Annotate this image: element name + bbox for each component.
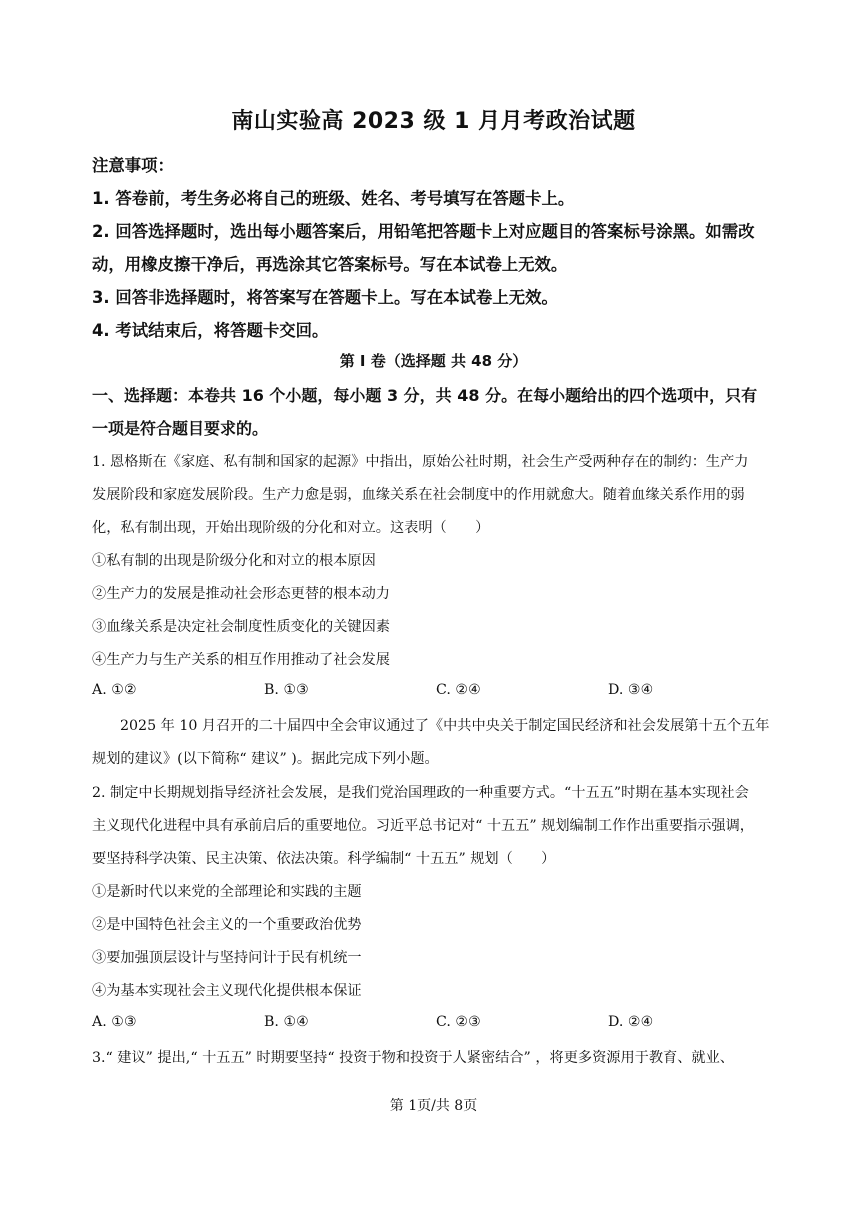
q1-option-a: A. ①②	[92, 682, 137, 698]
q2-option-c: C. ②③	[436, 1014, 481, 1030]
q2-option-b: B. ①④	[264, 1014, 309, 1030]
q2-statement-2: ②是中国特色社会主义的一个重要政治优势	[92, 917, 362, 933]
q2-statement-1: ①是新时代以来党的全部理论和实践的主题	[92, 884, 362, 900]
q2-option-d: D. ②④	[608, 1014, 654, 1030]
q2-statement-3: ③要加强顶层设计与坚持问计于民有机统一	[92, 950, 362, 966]
notice-item-1: 1. 答卷前，考生务必将自己的班级、姓名、考号填写在答题卡上。	[92, 189, 575, 208]
notice-item-3: 3. 回答非选择题时，将答案写在答题卡上。写在本试卷上无效。	[92, 288, 558, 307]
q1-stem-line-3: 化，私有制出现，开始出现阶级的分化和对立。这表明（ ）	[92, 520, 490, 536]
section-instruction-line-1: 一、选择题：本卷共 16 个小题，每小题 3 分，共 48 分。在每小题给出的四个选项中，只有	[92, 386, 758, 405]
page-footer: 第 1页/共 8页	[389, 1098, 478, 1114]
q2-stem-line-1: 2. 制定中长期规划指导经济社会发展，是我们党治国理政的一种重要方式。“十五五”时期在基本实现社会	[92, 785, 749, 801]
q1-option-d: D. ③④	[608, 682, 654, 698]
q1-statement-1: ①私有制的出现是阶级分化和对立的根本原因	[92, 553, 376, 569]
q1-statement-4: ④生产力与生产关系的相互作用推动了社会发展	[92, 652, 390, 668]
q2-stem-line-3: 要坚持科学决策、民主决策、依法决策。科学编制“ 十五五” 规划（ ）	[92, 851, 556, 867]
q1-option-b: B. ①③	[264, 682, 309, 698]
notice-item-2-line-1: 2. 回答选择题时，选出每小题答案后，用铅笔把答题卡上对应题目的答案标号涂黑。如需改	[92, 222, 755, 241]
part-title: 第 I 卷（选择题 共 48 分）	[339, 352, 528, 370]
notice-item-2-line-2: 动，用橡皮擦干净后，再选涂其它答案标号。写在本试卷上无效。	[92, 255, 568, 274]
q1-stem-line-2: 发展阶段和家庭发展阶段。生产力愈是弱，血缘关系在社会制度中的作用就愈大。随着血缘关系作用的弱	[92, 487, 745, 503]
q1-statement-2: ②生产力的发展是推动社会形态更替的根本动力	[92, 586, 390, 602]
material-line-1: 2025 年 10 月召开的二十届四中全会审议通过了《中共中央关于制定国民经济和社会发展第十五个五年	[120, 718, 770, 734]
q1-stem-line-1: 1. 恩格斯在《家庭、私有制和国家的起源》中指出，原始公社时期，社会生产受两种存在的制约：生产力	[92, 454, 749, 470]
material-line-2: 规划的建议》(以下简称“ 建议” )。据此完成下列小题。	[92, 751, 439, 767]
notice-heading: 注意事项：	[92, 156, 174, 175]
q1-option-c: C. ②④	[436, 682, 481, 698]
section-instruction-line-2: 一项是符合题目要求的。	[92, 419, 269, 438]
q3-stem-line-1: 3.“ 建议” 提出,“ 十五五” 时期要坚持“ 投资于物和投资于人紧密结合” ，将更多资源用于教育、就业、	[92, 1050, 734, 1066]
q2-option-a: A. ①③	[92, 1014, 137, 1030]
q2-stem-line-2: 主义现代化进程中具有承前启后的重要地位。习近平总书记对“ 十五五” 规划编制工作作出重要指示强调，	[92, 818, 754, 834]
page-title: 南山实验高 2023 级 1 月月考政治试题	[231, 109, 636, 134]
q1-statement-3: ③血缘关系是决定社会制度性质变化的关键因素	[92, 619, 390, 635]
notice-item-4: 4. 考试结束后，将答题卡交回。	[92, 321, 329, 340]
q2-statement-4: ④为基本实现社会主义现代化提供根本保证	[92, 983, 362, 999]
